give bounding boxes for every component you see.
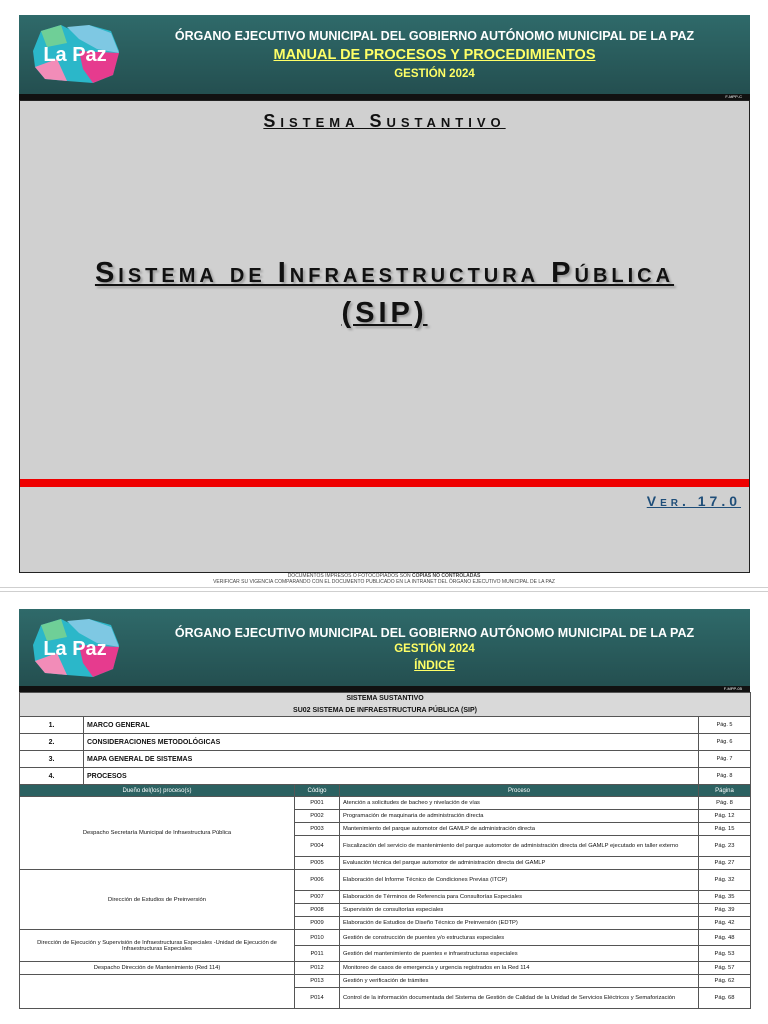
process-page: Pág. 53 [699,946,751,962]
section-page: Pág. 6 [699,734,751,751]
process-code: P011 [295,946,340,962]
form-code: F-MPP-05 [723,686,742,691]
index-table [19,692,751,1009]
process-code: P002 [295,810,340,823]
process-name[interactable]: Evaluación técnica del parque automotor de administración directa del GAMLP [340,857,699,870]
process-name[interactable]: Mantenimiento del parque automotor del GAMLP de administración directa [340,823,699,836]
header-index-title: ÍNDICE [414,658,455,672]
table-title: SISTEMA SUSTANTIVO [20,693,751,705]
process-name[interactable]: Elaboración de Estudios de Diseño Técnico de Preinversión (EDTP) [340,917,699,930]
process-name[interactable]: Supervisión de consultorías especiales [340,904,699,917]
process-page: Pág. 23 [699,836,751,857]
table-subtitle-row [20,705,751,717]
process-name[interactable]: Gestión de construcción de puentes y/o estructuras especiales [340,930,699,946]
process-header-row [20,785,751,797]
footer-line2: VERIFICAR SU VIGENCIA COMPARANDO CON EL DOCUMENTO PUBLICADO EN LA INTRANET DEL ÓRGANO EJECUTIVO MUNICIPAL DE LA PAZ [213,579,555,585]
index-page [0,591,768,1024]
section-row[interactable] [20,751,751,768]
process-code: P008 [295,904,340,917]
process-page: Pág. 62 [699,975,751,988]
process-name[interactable]: Atención a solicitudes de bacheo y nivelación de vías [340,797,699,810]
process-page: Pág. 42 [699,917,751,930]
process-row[interactable] [20,930,751,946]
column-header-page: Página [699,785,751,797]
cover-subtitle: (SIP) [341,297,428,329]
section-page: Pág. 8 [699,768,751,785]
process-owner: Dirección de Ejecución y Supervisión de Infraestructuras Especiales -Unidad de Ejecución de Infraestructuras Especiales [20,930,295,962]
index-table-wrapper [19,692,750,1009]
process-code: P006 [295,870,340,891]
section-number: 1. [20,717,84,734]
column-header-owner: Dueño del(los) proceso(s) [20,785,295,797]
section-row[interactable] [20,768,751,785]
process-page: Pág. 48 [699,930,751,946]
process-page: Pág. 32 [699,870,751,891]
header-organization: ÓRGANO EJECUTIVO MUNICIPAL DEL GOBIERNO AUTÓNOMO MUNICIPAL DE LA PAZ [174,626,695,640]
section-number: 2. [20,734,84,751]
page-header [19,609,750,686]
process-name[interactable]: Monitoreo de casos de emergencia y urgencia registrados en la Red 114 [340,962,699,975]
process-name[interactable]: Control de la información documentada del Sistema de Gestión de Calidad de la Unidad de Servicios Eléctricos y Semaforización [340,988,699,1009]
process-owner: Despacho Secretaría Municipal de Infraestructura Pública [20,797,295,870]
process-code: P001 [295,797,340,810]
header-year: GESTIÓN 2024 [394,643,475,655]
section-label[interactable]: MARCO GENERAL [84,717,699,734]
process-owner: Dirección de Estudios de Preinversión [20,870,295,930]
process-page: Pág. 39 [699,904,751,917]
section-page: Pág. 5 [699,717,751,734]
form-code: F-MPP-C [725,94,742,99]
section-label[interactable]: MAPA GENERAL DE SISTEMAS [84,751,699,768]
process-row[interactable] [20,797,751,810]
process-page: Pág. 12 [699,810,751,823]
process-page: Pág. 68 [699,988,751,1009]
page-header [19,15,750,94]
process-code: P004 [295,836,340,857]
process-name[interactable]: Gestión del mantenimiento de puentes e infraestructuras especiales [340,946,699,962]
section-number: 3. [20,751,84,768]
table-title-row [20,693,751,705]
process-page: Pág. 15 [699,823,751,836]
process-name[interactable]: Fiscalización del servicio de mantenimiento del parque automotor de administración directa del GAMLP ejecutado en taller externo [340,836,699,857]
cover-title: Sistema de Infraestructura Pública [94,257,675,289]
process-name[interactable]: Programación de maquinaria de administración directa [340,810,699,823]
process-code: P007 [295,891,340,904]
section-page: Pág. 7 [699,751,751,768]
version-label: Ver. 17.0 [646,493,741,509]
process-owner: Despacho Dirección de Mantenimiento (Red 114) [20,962,295,975]
process-owner [20,975,295,1009]
header-year: GESTIÓN 2024 [394,68,475,80]
section-label[interactable]: PROCESOS [84,768,699,785]
footer-line1-bold: COPIAS NO CONTROLADAS [411,573,481,579]
column-header-code: Código [295,785,340,797]
process-code: P014 [295,988,340,1009]
process-row[interactable] [20,975,751,988]
process-code: P010 [295,930,340,946]
section-row[interactable] [20,734,751,751]
process-page: Pág. 35 [699,891,751,904]
process-code: P009 [295,917,340,930]
footer-line1: DOCUMENTOS IMPRESOS O FOTOCOPIADOS SON [287,573,411,579]
la-paz-logo-icon [27,21,123,87]
svg-text:La Paz: La Paz [43,638,107,660]
process-page: Pág. 57 [699,962,751,975]
process-code: P005 [295,857,340,870]
process-code: P013 [295,975,340,988]
process-code: P003 [295,823,340,836]
cover-body [19,100,750,573]
process-page: Pág. 8 [699,797,751,810]
footer-disclaimer [0,573,768,585]
header-organization: ÓRGANO EJECUTIVO MUNICIPAL DEL GOBIERNO AUTÓNOMO MUNICIPAL DE LA PAZ [174,29,695,43]
system-label: Sistema Sustantivo [263,111,506,131]
column-header-process: Proceso [340,785,699,797]
process-row[interactable] [20,962,751,975]
section-row[interactable] [20,717,751,734]
la-paz-logo-icon [27,615,123,681]
process-code: P012 [295,962,340,975]
process-name[interactable]: Elaboración del Informe Técnico de Condiciones Previas (ITCP) [340,870,699,891]
header-manual-title: MANUAL DE PROCESOS Y PROCEDIMIENTOS [273,47,596,63]
red-divider [20,479,749,487]
section-number: 4. [20,768,84,785]
process-name[interactable]: Gestión y verificación de trámites [340,975,699,988]
svg-text:La Paz: La Paz [43,44,107,66]
process-page: Pág. 27 [699,857,751,870]
table-subtitle: SU02 SISTEMA DE INFRAESTRUCTURA PÚBLICA (SIP) [20,705,751,717]
process-row[interactable] [20,870,751,891]
section-label[interactable]: CONSIDERACIONES METODOLÓGICAS [84,734,699,751]
process-name[interactable]: Elaboración de Términos de Referencia para Consultorías Especiales [340,891,699,904]
